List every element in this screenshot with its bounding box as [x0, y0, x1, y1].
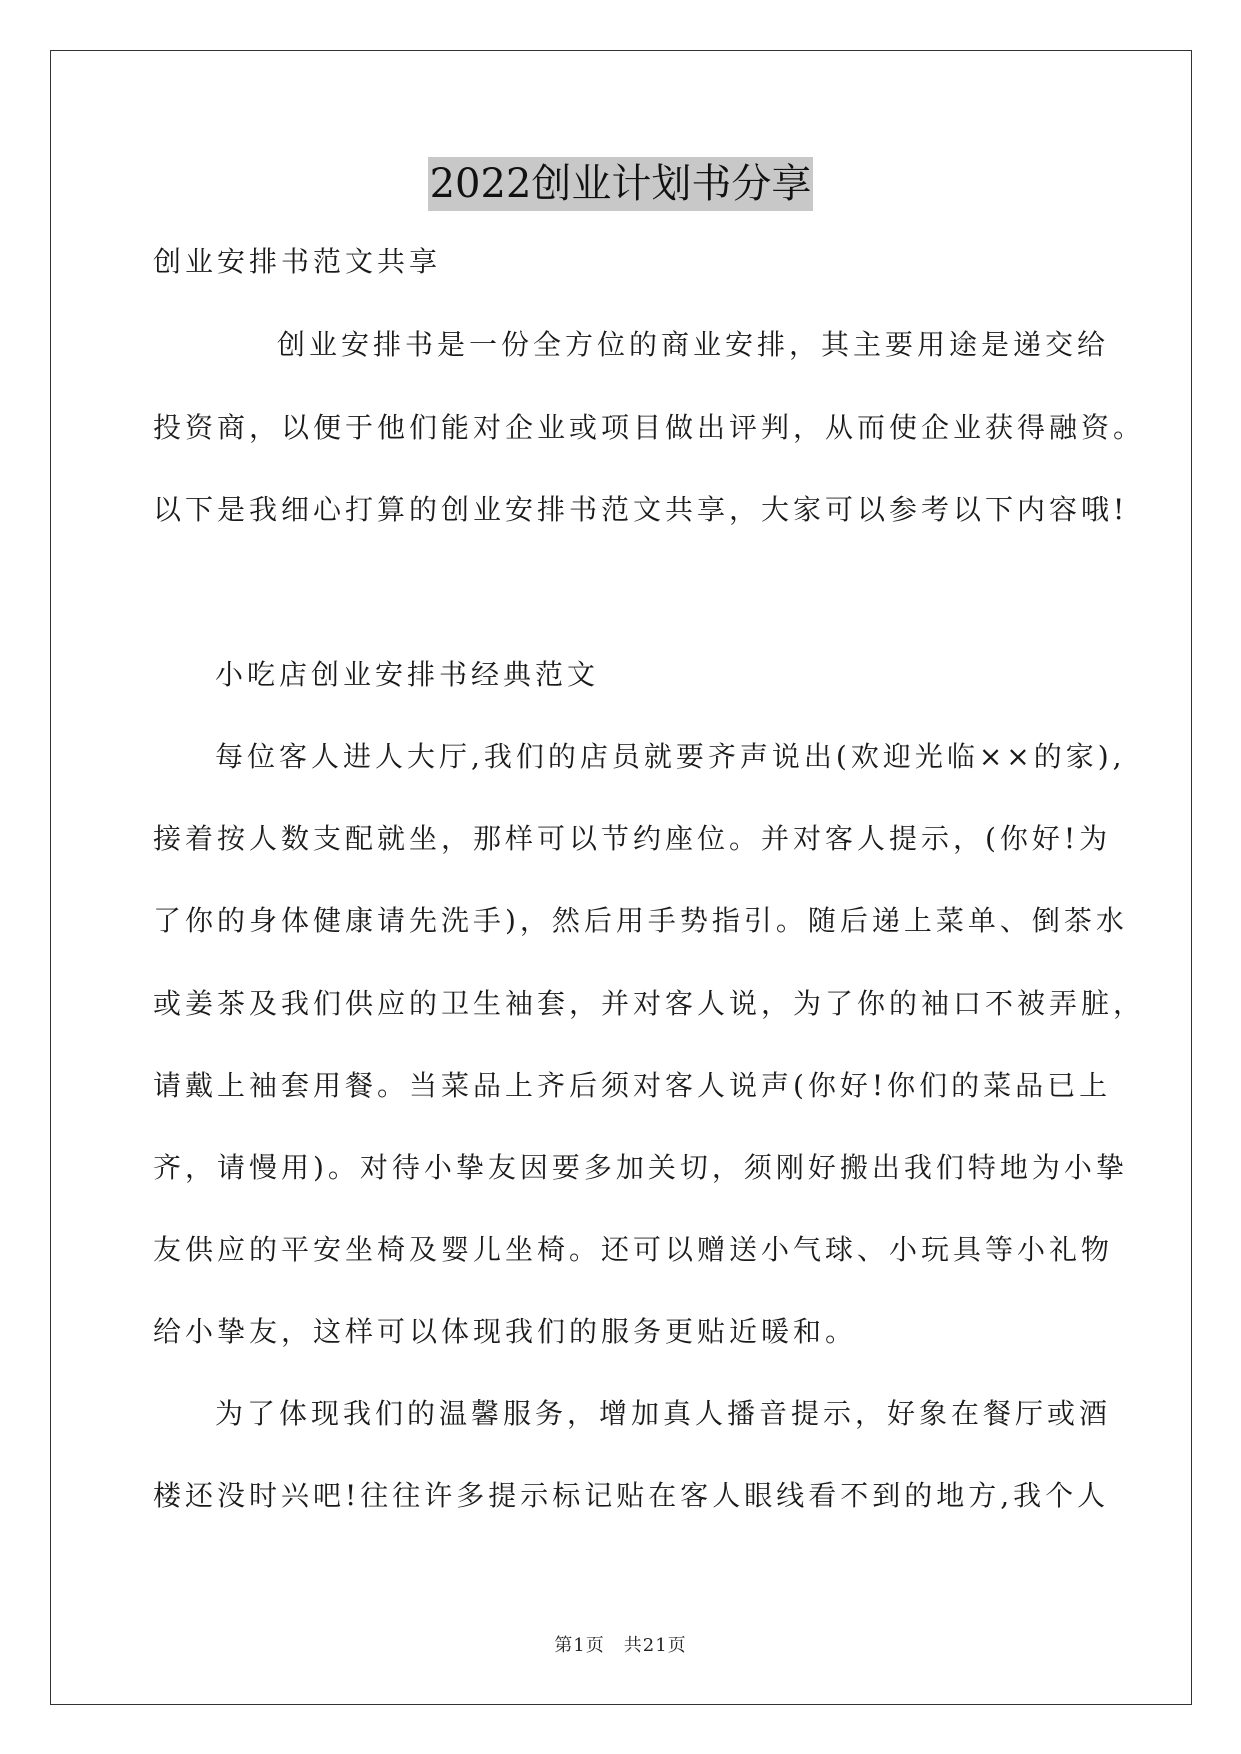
- paragraph-line: 友供应的平安坐椅及婴儿坐椅。还可以赠送小气球、小玩具等小礼物: [153, 1233, 1114, 1266]
- document-title: 2022创业计划书分享: [428, 157, 814, 211]
- paragraph-line: 给小挚友，这样可以体现我们的服务更贴近暖和。: [153, 1315, 858, 1348]
- paragraph-line: 以下是我细心打算的创业安排书范文共享，大家可以参考以下内容哦!: [153, 493, 1129, 526]
- paragraph-line: 接着按人数支配就坐，那样可以节约座位。并对客人提示，(你好!为: [153, 822, 1112, 855]
- paragraph-line: 创业安排书是一份全方位的商业安排，其主要用途是递交给: [277, 328, 1110, 361]
- paragraph-line: 每位客人进人大厅,我们的店员就要齐声说出(欢迎光临××的家),: [215, 740, 1126, 773]
- paragraph-line: 请戴上袖套用餐。当菜品上齐后须对客人说声(你好!你们的菜品已上: [153, 1069, 1112, 1102]
- paragraph-line: 楼还没时兴吧!往往许多提示标记贴在客人眼线看不到的地方,我个人: [153, 1479, 1110, 1512]
- subtitle: 创业安排书范文共享: [153, 245, 442, 278]
- title-container: [0, 157, 1241, 211]
- page-footer: 第1页 共21页: [554, 1635, 687, 1656]
- section-heading: 小吃店创业安排书经典范文: [215, 658, 600, 691]
- paragraph-line: 或姜茶及我们供应的卫生袖套，并对客人说，为了你的袖口不被弄脏，: [153, 987, 1146, 1020]
- page-border: [50, 50, 1192, 1705]
- paragraph-line: 齐，请慢用)。对待小挚友因要多加关切，须刚好搬出我们特地为小挚: [153, 1151, 1128, 1184]
- paragraph-line: 投资商，以便于他们能对企业或项目做出评判，从而使企业获得融资。: [153, 411, 1146, 444]
- paragraph-line: 为了体现我们的温馨服务，增加真人播音提示，好象在餐厅或酒: [215, 1397, 1112, 1430]
- paragraph-line: 了你的身体健康请先洗手)，然后用手势指引。随后递上菜单、倒茶水: [153, 904, 1128, 937]
